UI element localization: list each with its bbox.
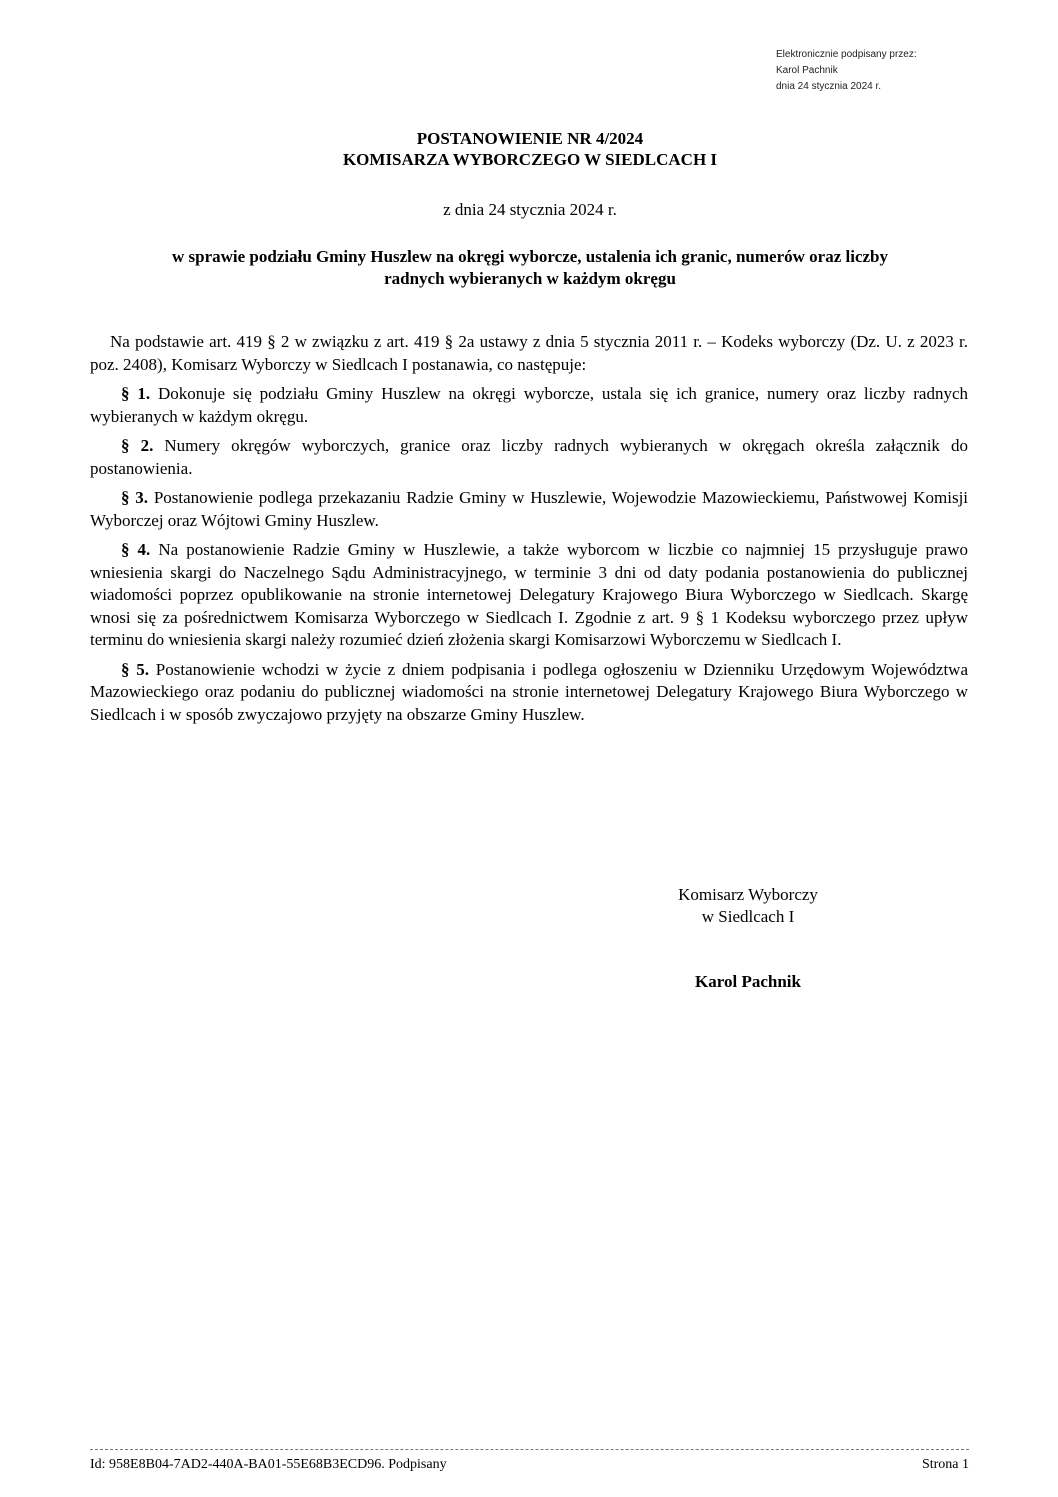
page-footer xyxy=(90,1456,969,1474)
footer-divider xyxy=(90,1449,969,1450)
paragraph-number: § 4. xyxy=(121,540,151,559)
paragraph-text: Postanowienie wchodzi w życie z dniem podpisania i podlega ogłoszeniu w Dzienniku Urzędowym Województwa Mazowieckiego oraz podaniu do publicznej wiadomości na stronie internetowej Delegatury Krajowego Biura Wyborczego w Siedlcach i w sposób zwyczajowo przyjęty na obszarze Gminy Huszlew. xyxy=(90,659,969,724)
paragraph-number: § 1. xyxy=(121,384,151,403)
intro-paragraph: Na podstawie art. 419 § 2 w związku z art. 419 § 2a ustawy z dnia 5 stycznia 2011 r. – Kodeks wyborczy (Dz. U. z 2023 r. poz. 2408), Komisarz Wyborczy w Siedlcach I postanawia, co następuje: xyxy=(90,332,968,374)
paragraph-text: Postanowienie podlega przekazaniu Radzie Gminy w Huszlewie, Wojewodzie Mazowieckiemu, Państwowej Komisji Wyborczej oraz Wójtowi Gminy Huszlew. xyxy=(90,488,969,530)
paragraph-3 xyxy=(90,487,968,532)
paragraph-1 xyxy=(90,383,968,428)
signer-role-line1: Komisarz Wyborczy xyxy=(678,885,818,904)
signature-block xyxy=(648,884,848,993)
paragraph-text: Dokonuje się podziału Gminy Huszlew na okręgi wyborcze, ustala się ich granice, numery oraz liczby radnych wybieranych w każdym okręgu. xyxy=(90,384,969,426)
page-number: Strona 1 xyxy=(921,1457,969,1472)
signature-box-signer: Karol Pachnik xyxy=(776,65,838,76)
paragraph-2 xyxy=(90,435,968,480)
title-line1: POSTANOWIENIE NR 4/2024 xyxy=(416,129,644,148)
signature-box-line1: Elektronicznie podpisany przez: xyxy=(776,49,917,60)
signer-role-line2: w Siedlcach I xyxy=(701,907,795,926)
paragraph-text: Numery okręgów wyborczych, granice oraz liczby radnych wybieranych w okręgach określa załącznik do postanowienia. xyxy=(90,436,969,478)
document-body xyxy=(90,331,968,733)
signature-box-date: dnia 24 stycznia 2024 r. xyxy=(776,81,882,92)
electronic-signature-box xyxy=(776,47,1016,95)
subject-line2: radnych wybieranych w każdym okręgu xyxy=(384,269,676,288)
subject-line1: w sprawie podziału Gminy Huszlew na okręgi wyborcze, ustalenia ich granic, numerów oraz liczby xyxy=(171,247,888,266)
document-id: Id: 958E8B04-7AD2-440A-BA01-55E68B3ECD96. Podpisany xyxy=(90,1457,447,1472)
document-date: z dnia 24 stycznia 2024 r. xyxy=(443,200,617,219)
document-subject xyxy=(110,246,950,290)
paragraph-text: Na postanowienie Radzie Gminy w Huszlewie, a także wyborcom w liczbie co najmniej 15 przysługuje prawo wniesienia skargi do Naczelnego Sądu Administracyjnego, w terminie 3 dni od daty podania postanowienia do publicznej wiadomości poprzez opublikowanie na stronie internetowej Delegatury Krajowego Biura Wyborczego w Siedlcach. Skargę wnosi się za pośrednictwem Komisarza Wyborczego w Siedlcach I. Zgodnie z art. 9 § 1 Kodeksu wyborczego przez upływ terminu do wniesienia skargi należy rozumieć dzień złożenia skargi Komisarzowi Wyborczemu w Siedlcach I. xyxy=(90,540,968,649)
paragraph-5 xyxy=(90,659,968,727)
paragraph-number: § 3. xyxy=(121,488,149,507)
paragraph-number: § 2. xyxy=(121,436,154,455)
title-line2: KOMISARZA WYBORCZEGO W SIEDLCACH I xyxy=(342,150,718,169)
signer-name: Karol Pachnik xyxy=(695,972,801,991)
document-title xyxy=(90,128,970,170)
paragraph-number: § 5. xyxy=(121,659,150,679)
paragraph-4 xyxy=(90,539,968,652)
